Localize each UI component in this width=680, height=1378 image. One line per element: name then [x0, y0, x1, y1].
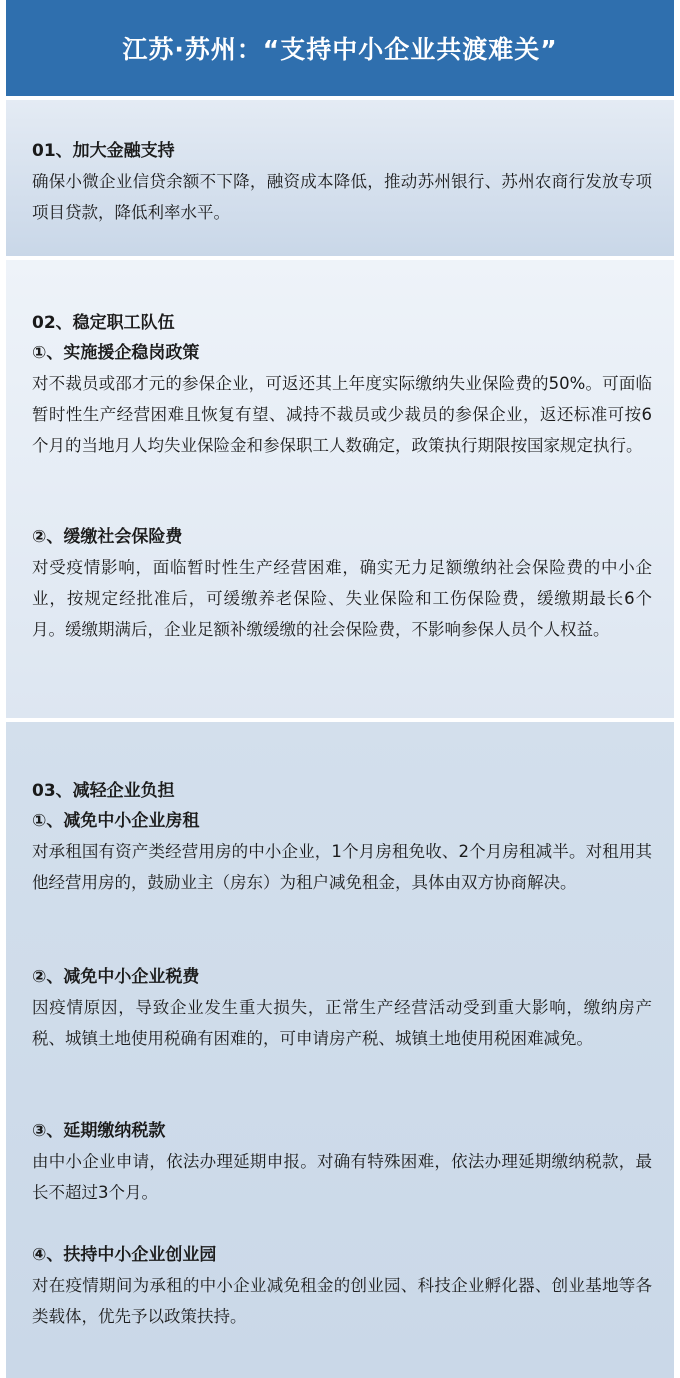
section-title: 02、稳定职工队伍 — [32, 313, 175, 333]
section-body: 确保小微企业信贷余额不下降，融资成本降低，推动苏州银行、苏州农商行发放专项项目贷款，降低利率水平。 — [32, 172, 652, 222]
section-financial-support — [6, 100, 674, 256]
item-body: 由中小企业申请，依法办理延期申报。对确有特殊困难，依法办理延期缴纳税款，最长不超过3个月。 — [32, 1152, 652, 1202]
item-body: 对承租国有资产类经营用房的中小企业，1个月房租免收、2个月房租减半。对租用其他经营用房的，鼓励业主（房东）为租户减免租金，具体由双方协商解决。 — [32, 842, 652, 892]
page-title: 江苏·苏州：“支持中小企业共渡难关” — [122, 35, 558, 64]
title-banner — [6, 0, 674, 96]
item-title: ②、减免中小企业税费 — [32, 967, 200, 987]
section-stabilize-workforce — [6, 260, 674, 718]
item-title: ④、扶持中小企业创业园 — [32, 1245, 217, 1265]
item-body: 对受疫情影响，面临暂时性生产经营困难，确实无力足额缴纳社会保险费的中小企业，按规定经批准后，可缓缴养老保险、失业保险和工伤保险费，缓缴期最长6个月。缓缴期满后，企业足额补缴缓缴的社会保险费，不影响参保人员个人权益。 — [32, 558, 652, 639]
item-title: ②、缓缴社会保险费 — [32, 527, 183, 547]
item-body: 对不裁员或邵才元的参保企业，可返还其上年度实际缴纳失业保险费的50%。可面临暂时性生产经营困难且恢复有望、减持不裁员或少裁员的参保企业，返还标准可按6个月的当地月人均失业保险金和参保职工人数确定，政策执行期限按国家规定执行。 — [32, 374, 652, 455]
item-body: 对在疫情期间为承租的中小企业减免租金的创业园、科技企业孵化器、创业基地等各类载体，优先予以政策扶持。 — [32, 1276, 652, 1326]
section-reduce-burden — [6, 722, 674, 1378]
item-title: ①、减免中小企业房租 — [32, 811, 200, 831]
item-body: 因疫情原因，导致企业发生重大损失，正常生产经营活动受到重大影响，缴纳房产税、城镇土地使用税确有困难的，可申请房产税、城镇土地使用税困难减免。 — [32, 998, 652, 1048]
section-title: 01、加大金融支持 — [32, 141, 175, 161]
section-title: 03、减轻企业负担 — [32, 781, 175, 801]
item-title: ③、延期缴纳税款 — [32, 1121, 166, 1141]
item-title: ①、实施援企稳岗政策 — [32, 343, 200, 363]
